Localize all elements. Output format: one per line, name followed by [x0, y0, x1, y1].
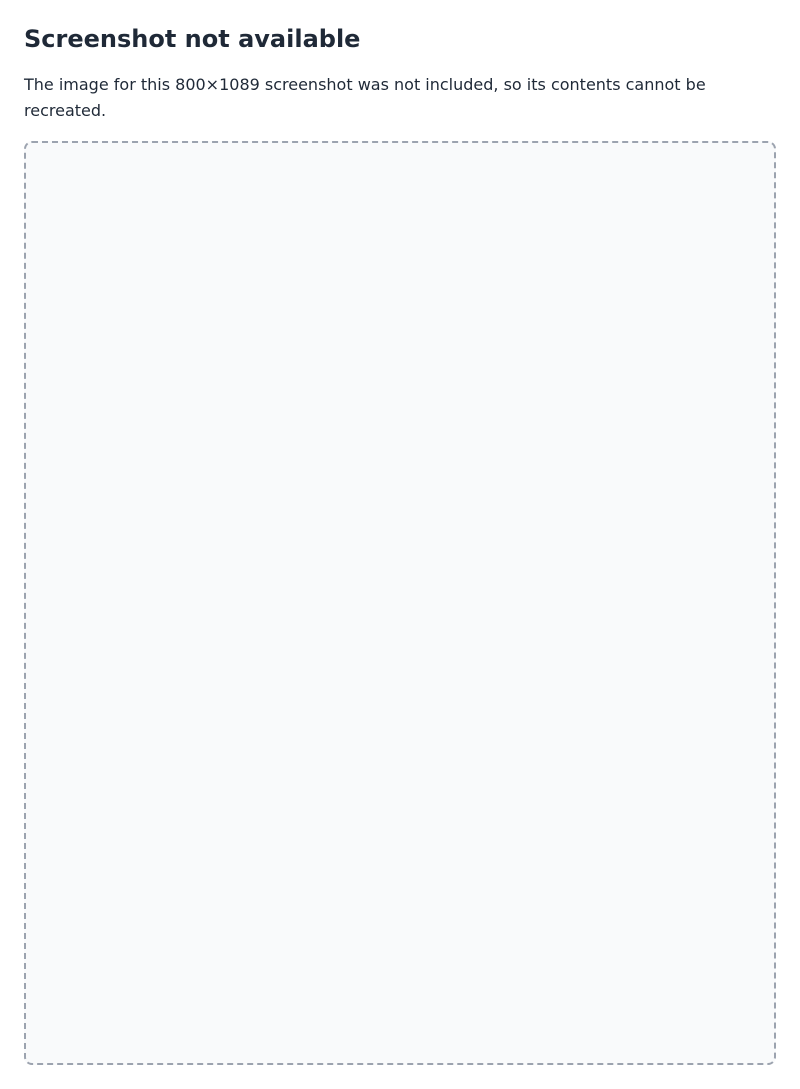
placeholder-message: The image for this 800×1089 screenshot was not included, so its contents cannot be recreated.	[24, 75, 706, 120]
placeholder-content-area	[24, 141, 776, 1065]
placeholder-title: Screenshot not available	[24, 25, 361, 53]
